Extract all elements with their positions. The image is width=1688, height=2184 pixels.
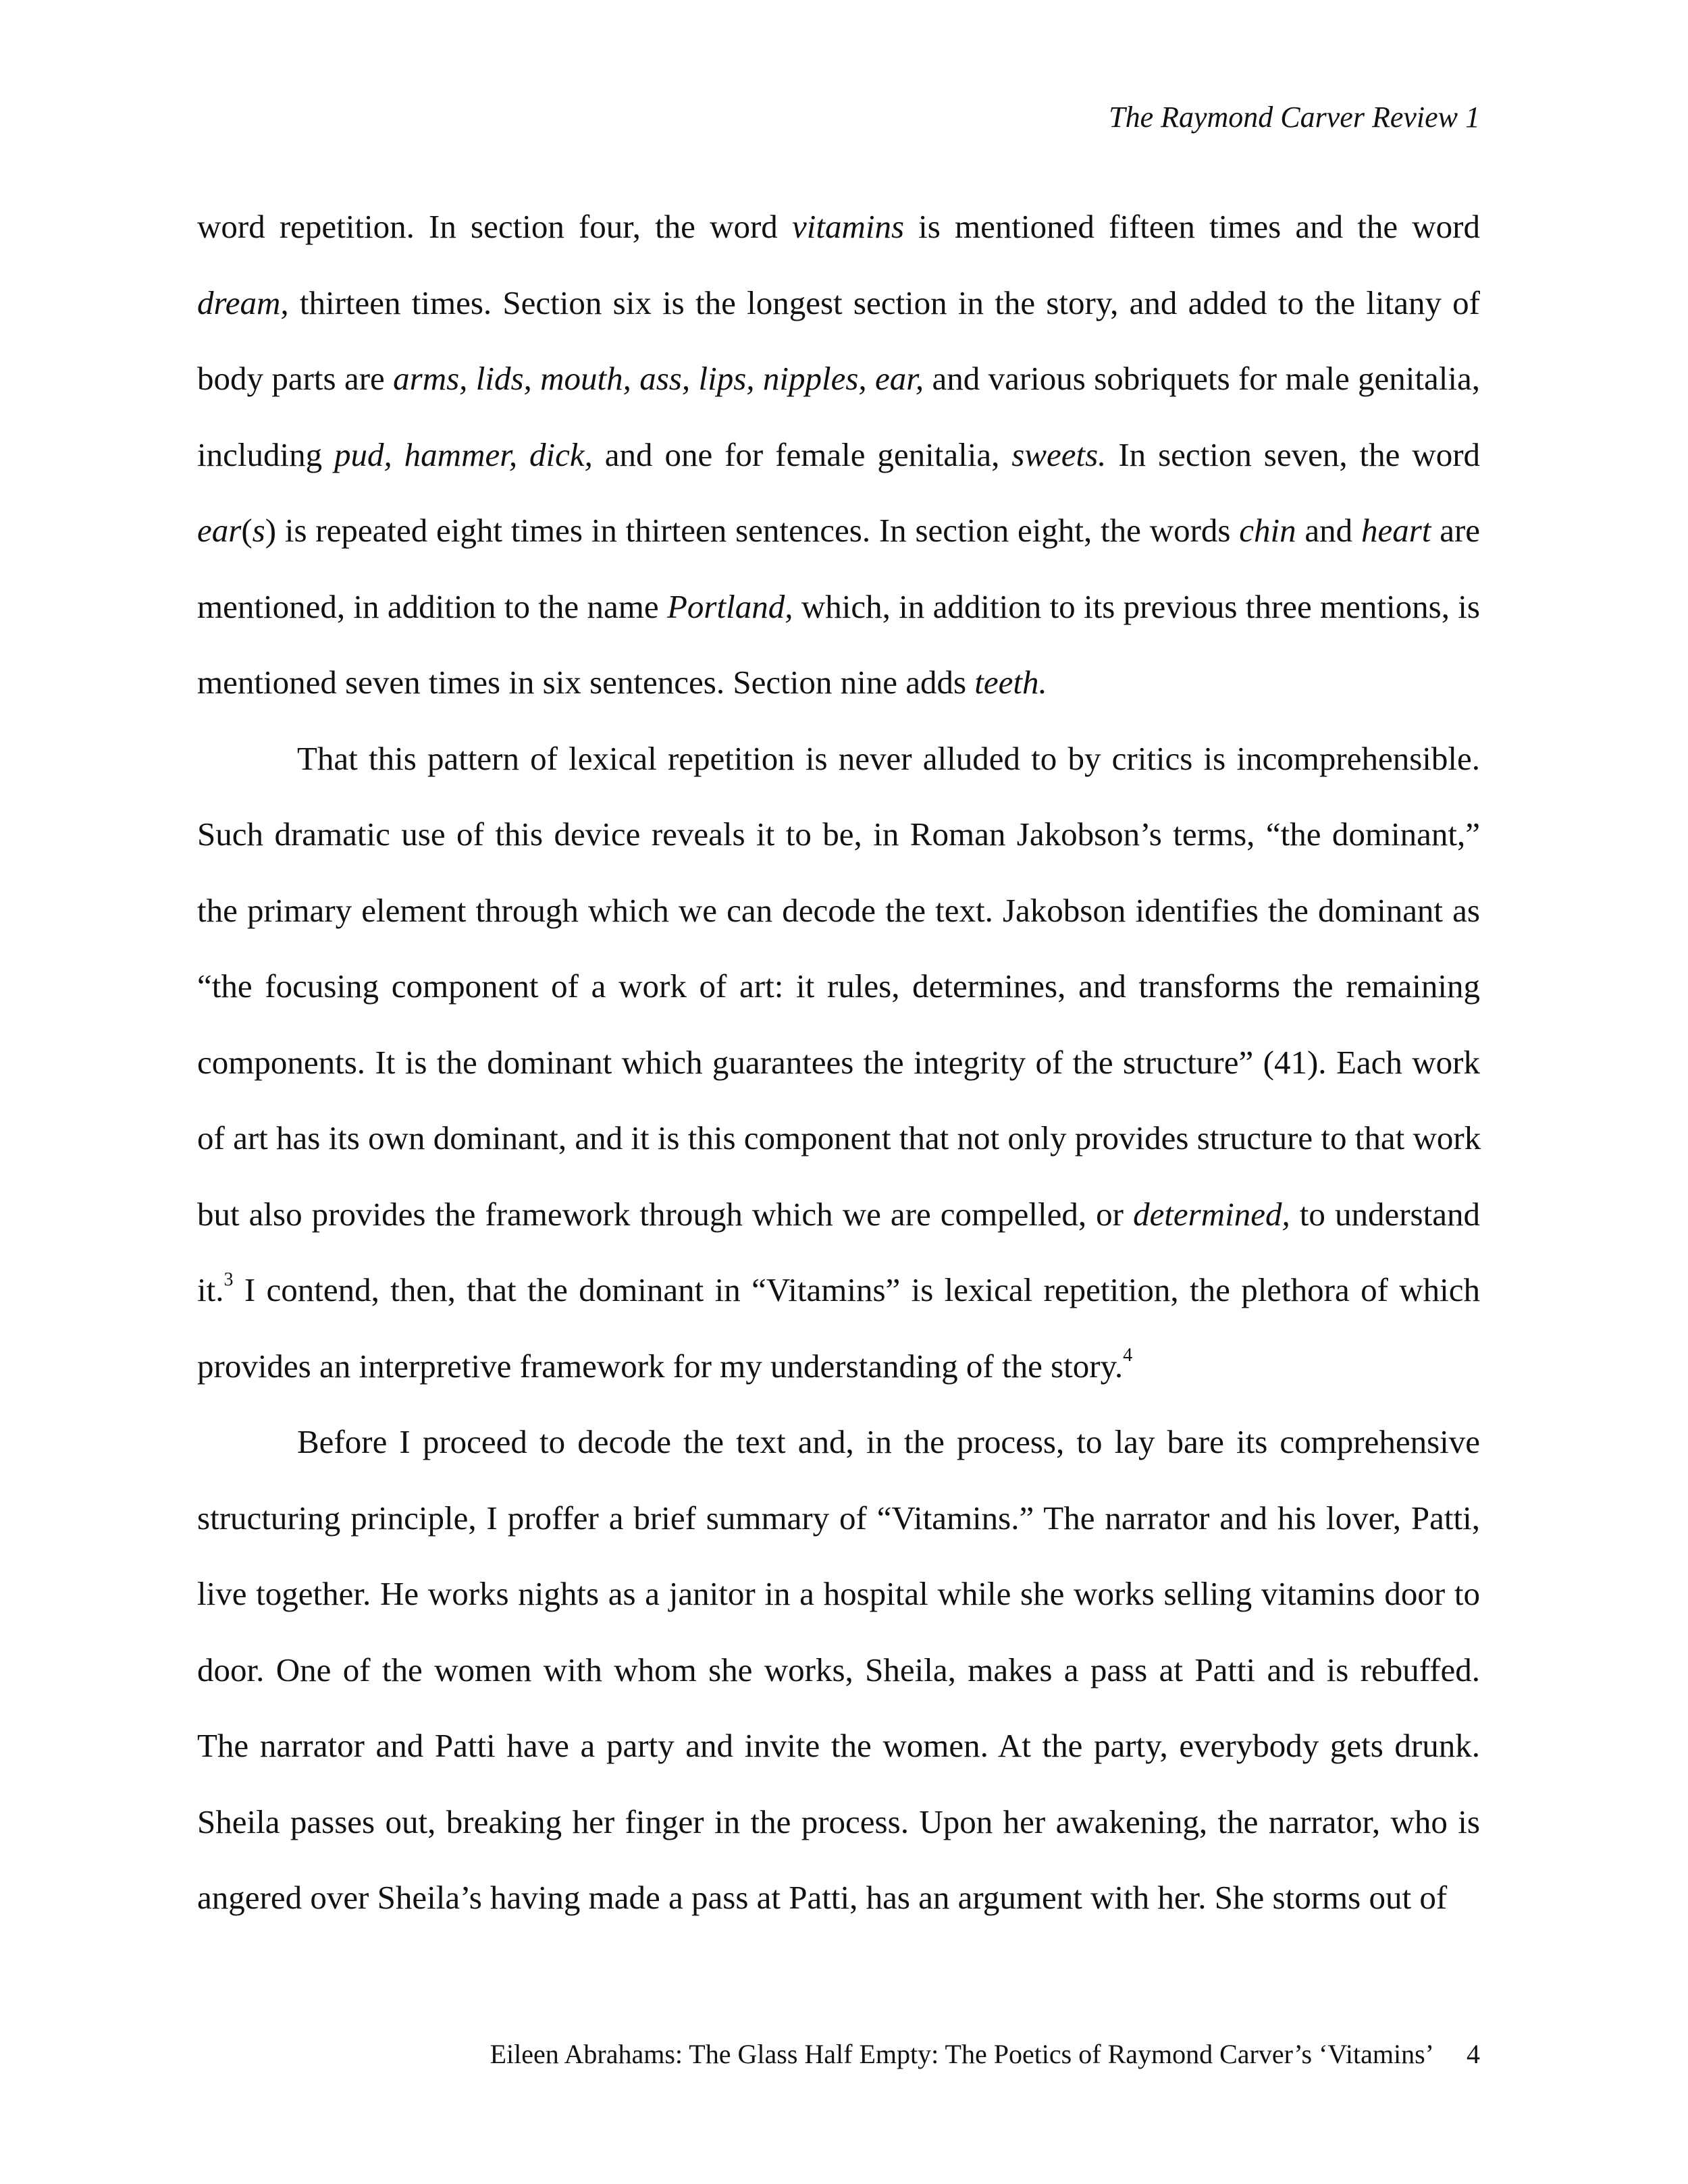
italic-term: heart: [1361, 512, 1431, 549]
text-run: it.: [197, 1271, 224, 1308]
text-run: I contend, then, that the dominant in “Vitamins” is lexical repetition, the plethora of which: [233, 1271, 1480, 1308]
text-run: the primary element through which we can decode the text. Jakobson identifies the dominant as: [197, 891, 1480, 929]
text-line: [197, 493, 1480, 569]
text-line: [197, 417, 1480, 494]
text-run: “the focusing component of a work of art: it rules, determines, and transforms the remaining: [197, 967, 1480, 1005]
text-run: to understand: [1290, 1195, 1480, 1233]
text-run: but also provides the framework through which we are compelled, or: [197, 1195, 1134, 1233]
text-run: word repetition. In section four, the word: [197, 208, 792, 245]
text-run: which, in addition to its previous three mentions, is: [793, 587, 1480, 625]
text-run: The narrator and Patti have a party and invite the women. At the party, everybody gets drunk.: [197, 1727, 1480, 1764]
text-line: [197, 265, 1480, 342]
running-header: The Raymond Carver Review 1: [1109, 101, 1480, 134]
italic-term: determined,: [1133, 1195, 1290, 1233]
text-line: [197, 1100, 1480, 1177]
text-line: [197, 1252, 1480, 1329]
text-line: [197, 1632, 1480, 1709]
text-run: thirteen times. Section six is the longest section in the story, and added to the litany of: [288, 284, 1480, 321]
text-run: ) is repeated eight times in thirteen sentences. In section eight, the words: [265, 512, 1240, 549]
text-run: structuring principle, I proffer a brief summary of “Vitamins.” The narrator and his lover, Patti,: [197, 1499, 1480, 1537]
text-line: [197, 1177, 1480, 1253]
text-run: (: [241, 512, 253, 549]
text-run: Sheila passes out, breaking her finger in the process. Upon her awakening, the narrator, who is: [197, 1803, 1480, 1840]
italic-term: Portland,: [666, 587, 793, 625]
text-run: and various sobriquets for male genitalia,: [924, 360, 1480, 397]
italic-term: dream,: [197, 284, 289, 321]
footer-citation: Eileen Abrahams: The Glass Half Empty: The Poetics of Raymond Carver’s ‘Vitamins’: [490, 2039, 1434, 2069]
text-run: door. One of the women with whom she works, Sheila, makes a pass at Patti and is rebuffed.: [197, 1651, 1480, 1688]
text-run: mentioned seven times in six sentences. Section nine adds: [197, 664, 975, 701]
text-line: [197, 1784, 1480, 1861]
footnote-marker: 4: [1123, 1345, 1133, 1366]
text-run: components. It is the dominant which guarantees the integrity of the structure” (41). Each work: [197, 1043, 1480, 1081]
text-run: body parts are: [197, 360, 394, 397]
text-line: [197, 873, 1480, 949]
text-line: [197, 341, 1480, 417]
page-number: 4: [1467, 2039, 1480, 2069]
text-run: and: [1296, 512, 1361, 549]
text-run: are: [1431, 512, 1481, 549]
text-run: including: [197, 435, 335, 473]
text-line: [197, 1556, 1480, 1632]
text-run: Such dramatic use of this device reveals it to be, in Roman Jakobson’s terms, “the dominant,”: [197, 816, 1480, 853]
text-line: [197, 721, 1480, 797]
text-line: [197, 949, 1480, 1025]
text-run: That this pattern of lexical repetition is never alluded to by critics is incomprehensible.: [297, 739, 1480, 777]
text-line: [197, 1481, 1480, 1557]
text-line: [197, 1860, 1480, 1936]
italic-term: sweets.: [1011, 435, 1107, 473]
text-line: [197, 1708, 1480, 1784]
italic-term: pud, hammer, dick,: [334, 435, 593, 473]
italic-term: s: [252, 512, 265, 549]
text-run: is mentioned fifteen times and the word: [904, 208, 1481, 245]
text-run: angered over Sheila’s having made a pass at Patti, has an argument with her. She storms out of: [197, 1879, 1448, 1916]
italic-term: arms, lids, mouth, ass, lips, nipples, ear,: [393, 360, 924, 397]
text-run: provides an interpretive framework for my understanding of the story.: [197, 1347, 1124, 1385]
text-run: and one for female genitalia,: [592, 435, 1012, 473]
text-run: Before I proceed to decode the text and, in the process, to lay bare its comprehensive: [297, 1423, 1480, 1460]
text-run: In section seven, the word: [1106, 435, 1481, 473]
italic-term: teeth.: [974, 664, 1047, 701]
italic-term: ear: [197, 512, 242, 549]
italic-term: chin: [1239, 512, 1296, 549]
text-line: [197, 1329, 1480, 1405]
footnote-marker: 3: [223, 1269, 234, 1290]
text-line: [197, 189, 1480, 265]
text-line: [197, 1025, 1480, 1101]
paragraph: [197, 189, 1480, 721]
text-run: of art has its own dominant, and it is this component that not only provides structure to that work: [197, 1119, 1481, 1156]
italic-term: vitamins: [791, 208, 905, 245]
text-line: [197, 797, 1480, 873]
paragraph: [197, 721, 1480, 1405]
text-run: live together. He works nights as a janitor in a hospital while she works selling vitamins door to: [197, 1575, 1480, 1612]
paragraph: [197, 1404, 1480, 1936]
text-line: [197, 569, 1480, 645]
text-line: [197, 1404, 1480, 1481]
page-footer: [490, 2038, 1480, 2070]
text-run: mentioned, in addition to the name: [197, 587, 667, 625]
body-text: [197, 189, 1480, 1936]
text-line: [197, 645, 1480, 721]
